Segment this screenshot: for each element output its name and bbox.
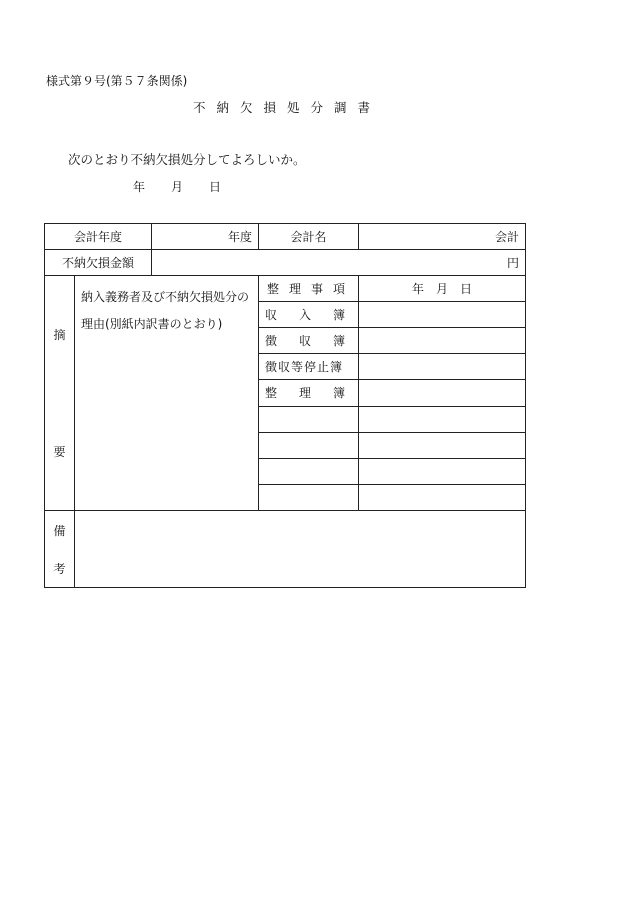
ledger-label [259,276,359,302]
remarks-label-bottom: 考 [53,561,66,576]
ledger-label-text: 整理簿 [265,386,368,401]
document-title: 不納欠損処分調書 [193,100,382,115]
ledger-label-text: 徴収簿 [265,334,368,349]
fiscal-year-unit: 年度 [228,230,253,244]
reason-text: 納入義務者及び不納欠損処分の理由(別紙内訳書のとおり) [81,290,250,331]
summary-label-cell [45,276,75,511]
request-date [133,178,221,195]
ledger-label[interactable] [259,458,359,484]
ledger-value[interactable] [359,484,526,510]
ledger-value[interactable] [359,302,526,328]
ledger-label[interactable] [259,484,359,510]
ledger-value-text: 年 月 日 [412,282,473,297]
ledger-label[interactable] [259,432,359,458]
ledger-label-text: 徴収等停止簿 [265,360,344,375]
loss-disposal-table [44,223,526,588]
ledger-label [259,328,368,354]
remarks-label-top: 備 [53,523,66,538]
summary-label-bottom: 要 [53,445,66,459]
remarks-field[interactable] [75,511,526,588]
ledger-label [259,302,368,328]
summary-label-top: 摘 [53,328,66,342]
date-day-label: 日 [209,180,222,194]
ledger-label[interactable] [259,406,359,432]
ledger-value[interactable] [359,328,526,354]
ledger-value[interactable] [359,406,526,432]
reason-cell [75,276,259,511]
ledger-value[interactable] [359,432,526,458]
ledger-label-text: 収入簿 [265,308,368,323]
ledger-value[interactable] [359,354,526,380]
date-year-label: 年 [133,180,146,194]
loss-amount-unit: 円 [507,256,520,270]
account-unit: 会計 [495,230,520,244]
remarks-label-cell [45,511,75,588]
request-text: 次のとおり不納欠損処分してよろしいか。 [68,152,306,167]
ledger-label [259,354,359,380]
form-number: 様式第９号(第５７条関係) [46,74,188,88]
ledger-label-text: 整理事項 [267,282,356,297]
date-month-label: 月 [171,180,184,194]
ledger-value[interactable] [359,458,526,484]
fiscal-year-label: 会計年度 [45,224,152,250]
account-name-field[interactable] [359,224,526,250]
ledger-value[interactable] [359,276,526,302]
loss-amount-field[interactable] [152,250,526,276]
account-name-label: 会計名 [259,224,359,250]
ledger-value[interactable] [359,380,526,406]
ledger-label [259,380,368,406]
fiscal-year-field[interactable] [152,224,259,250]
loss-amount-label: 不納欠損金額 [45,250,152,276]
